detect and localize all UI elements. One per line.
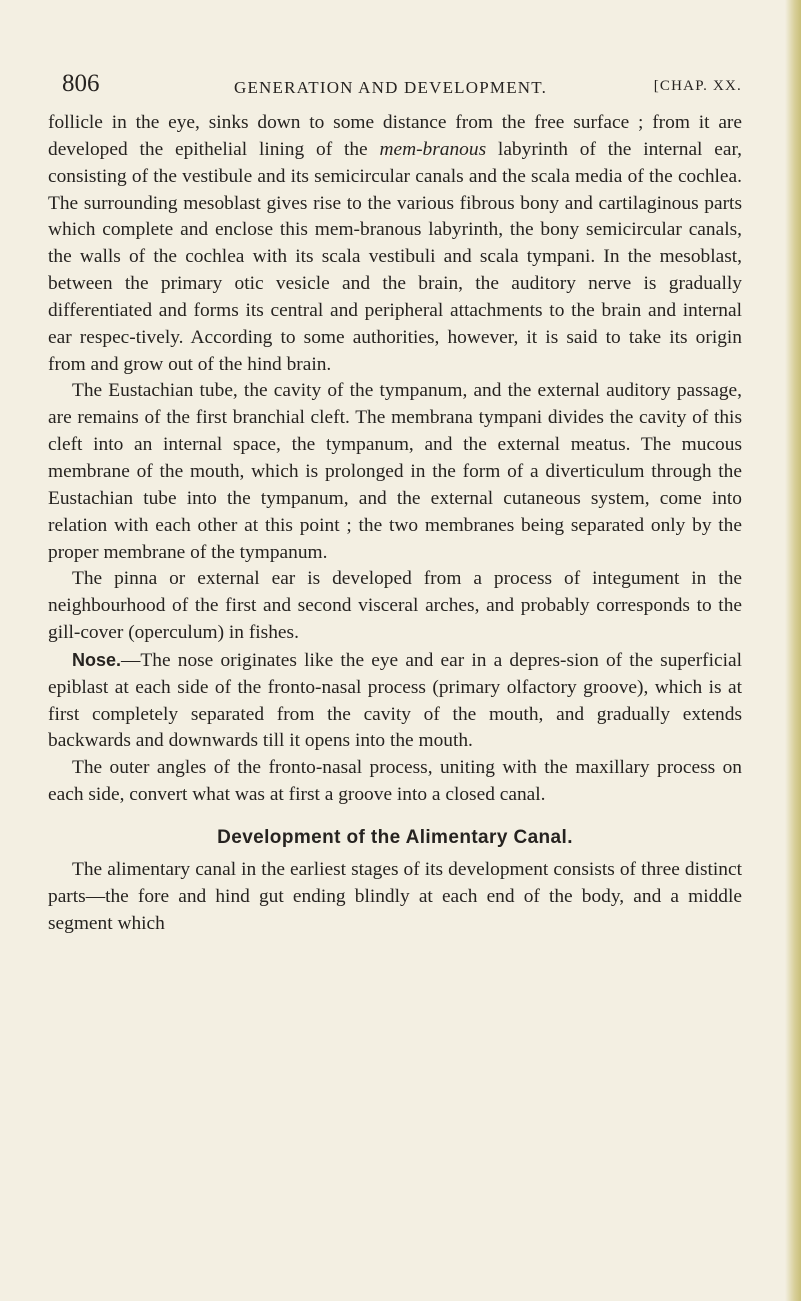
paragraph-alimentary-canal: The alimentary canal in the earliest stages of its development consists of three distinct parts—the fore and hind gut ending blindly at each end of the body, and a middle segment which	[48, 858, 742, 934]
page-edge-shadow	[785, 0, 801, 1301]
book-page	[48, 70, 742, 937]
paragraph-eustachian-tube: The Eustachian tube, the cavity of the tympanum, and the external auditory passage, are remains of the first branchial cleft. The membrana tympani divides the cavity of this cleft into an internal space, the tympanum, and the external meatus. The mucous membrane of the mouth, which is prolonged in the form of a diverticulum through the Eustachian tube into the tympanum, and the external cutaneous system, come into relation with each other at this point ; the two membranes being separated only by the proper membrane of the tympanum.	[48, 380, 742, 563]
paragraph-fronto-nasal: The outer angles of the fronto-nasal process, uniting with the maxillary process on each side, convert what was at first a groove into a closed canal.	[48, 757, 742, 806]
paragraph-pinna: The pinna or external ear is developed from a process of integument in the neighbourhood of the first and second visceral arches, and probably corresponds to the gill-cover (operculum) in fishes.	[48, 568, 742, 644]
paragraph-nose: Nose.—The nose originates like the eye and ear in a depres-sion of the superficial epiblast at each side of the fronto-nasal process (primary olfactory groove), which is at first completely separated from the cavity of the mouth, and gradually extends backwards and downwards till it opens into the mouth.	[48, 649, 742, 752]
chapter-label: [CHAP. XX.	[653, 78, 742, 94]
section-heading: Development of the Alimentary Canal.	[217, 826, 573, 848]
page-number: 806	[62, 70, 100, 97]
italic-term: mem-branous	[379, 138, 487, 160]
running-head	[48, 70, 742, 110]
nose-sidehead: Nose.	[72, 649, 122, 670]
running-title: GENERATION AND DEVELOPMENT.	[234, 78, 548, 97]
paragraph-ear-labyrinth: follicle in the eye, sinks down to some distance from the free surface ; from it are developed the epithelial lining of the mem-branous labyrinth of the internal ear, consisting of the vestibule and its semicircular canals and the scala media of the cochlea. The surrounding mesoblast gives rise to the various fibrous bony and cartilaginous parts which complete and enclose this mem-branous labyrinth, the bony semicircular canals, the walls of the cochlea with its scala vestibuli and scala tympani. In the mesoblast, between the primary otic vesicle and the brain, the auditory nerve is gradually differentiated and forms its central and peripheral attachments to the brain and internal ear respec-tively. According to some authorities, however, it is said to take its origin from and grow out of the hind brain.	[48, 112, 742, 375]
